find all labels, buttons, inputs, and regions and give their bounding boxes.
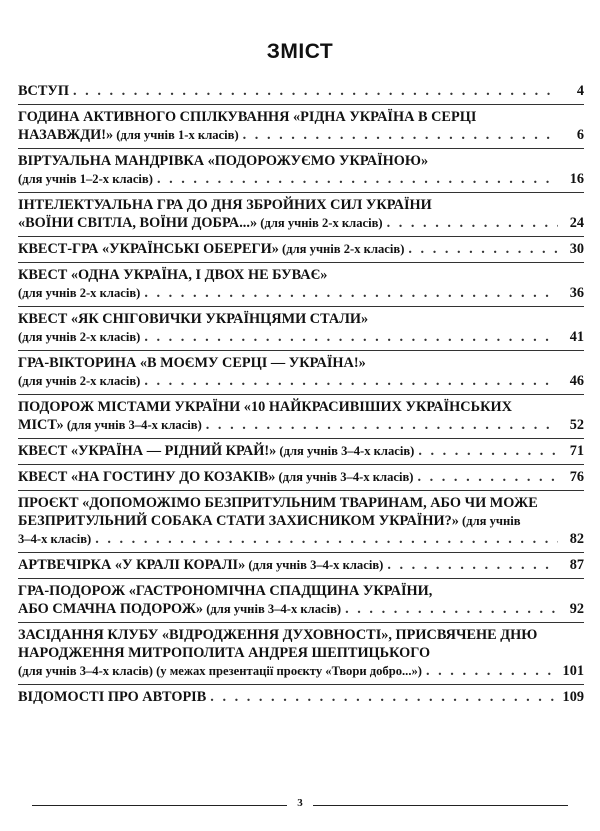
toc-entry-line — [18, 556, 584, 574]
toc-entry[interactable] — [18, 553, 584, 579]
toc-entry[interactable] — [18, 685, 584, 710]
toc-page-number: 109 — [562, 689, 584, 705]
toc-entry-heading: НАЗАВЖДИ!» — [18, 127, 114, 143]
dot-leader — [243, 126, 558, 144]
toc-entry-title — [18, 328, 140, 346]
toc-entry-line — [18, 600, 584, 618]
toc-entry-heading: КВЕСТ «ОДНА УКРАЇНА, І ДВОХ НЕ БУВАЄ» — [18, 267, 328, 283]
dot-leader — [144, 328, 558, 346]
toc-entry-grade: (для учнів 1-х класів) — [113, 128, 239, 142]
toc-entry[interactable] — [18, 307, 584, 351]
toc-entry-line — [18, 626, 584, 644]
toc-entry[interactable] — [18, 439, 584, 465]
toc-entry-title — [18, 442, 414, 460]
table-of-contents — [18, 79, 584, 710]
toc-entry-line — [18, 328, 584, 346]
toc-entry-line — [18, 196, 584, 214]
toc-entry-title — [18, 468, 413, 486]
toc-entry-grade: (для учнів 2-х класів) — [18, 374, 141, 388]
dot-leader — [73, 82, 558, 100]
toc-entry-grade: (для учнів 2-х класів) — [18, 330, 141, 344]
toc-entry-title — [18, 662, 422, 680]
toc-entry-line — [18, 354, 584, 372]
toc-entry-title — [18, 214, 383, 232]
dot-leader — [95, 530, 558, 548]
toc-entry-heading: БЕЗПРИТУЛЬНИЙ СОБАКА СТАТИ ЗАХИСНИКОМ УКРАЇНИ?» — [18, 513, 459, 529]
toc-entry-heading: ВІДОМОСТІ ПРО АВТОРІВ — [18, 689, 207, 705]
toc-entry-heading: ВІРТУАЛЬНА МАНДРІВКА «ПОДОРОЖУЄМО УКРАЇНОЮ» — [18, 153, 429, 169]
toc-entry-grade: (для учнів 2-х класів) — [18, 286, 141, 300]
toc-entry-line — [18, 512, 584, 530]
toc-page-number: 76 — [569, 469, 584, 485]
toc-page-number: 36 — [569, 285, 584, 301]
toc-entry-line — [18, 468, 584, 486]
toc-entry-grade: (для учнів 3–4-х класів) (у межах презентації проєкту «Твори добро...») — [18, 664, 422, 678]
toc-entry-grade: 3–4-х класів) — [18, 532, 92, 546]
toc-entry-title — [18, 310, 368, 328]
toc-entry-line — [18, 398, 584, 416]
toc-entry-line — [18, 82, 584, 100]
toc-entry-title — [18, 494, 538, 512]
toc-entry-line — [18, 284, 584, 302]
toc-page-number: 24 — [569, 215, 584, 231]
toc-entry-grade: (для учнів 3–4-х класів) — [63, 418, 202, 432]
toc-entry-grade: (для учнів 1–2-х класів) — [18, 172, 153, 186]
toc-page-number: 52 — [569, 417, 584, 433]
toc-entry-line — [18, 662, 584, 680]
toc-entry-heading: ГРА-ПОДОРОЖ «ГАСТРОНОМІЧНА СПАДЩИНА УКРАЇНИ, — [18, 583, 433, 599]
toc-entry-title — [18, 240, 404, 258]
toc-entry-heading: ГОДИНА АКТИВНОГО СПІЛКУВАННЯ «РІДНА УКРАЇНА В СЕРЦІ — [18, 109, 477, 125]
toc-entry[interactable] — [18, 395, 584, 439]
toc-entry-heading: ВСТУП — [18, 83, 70, 99]
dot-leader — [206, 416, 558, 434]
toc-entry-line — [18, 214, 584, 232]
toc-entry-title — [18, 152, 428, 170]
toc-entry-line — [18, 688, 584, 706]
toc-entry-title — [18, 266, 327, 284]
toc-entry-heading: АБО СМАЧНА ПОДОРОЖ» — [18, 601, 204, 617]
toc-entry-line — [18, 240, 584, 258]
toc-entry-heading: ГРА-ВІКТОРИНА «В МОЄМУ СЕРЦІ — УКРАЇНА!» — [18, 355, 366, 371]
toc-entry-heading: МІСТ» — [18, 417, 64, 433]
toc-entry-title — [18, 170, 153, 188]
toc-page-number: 82 — [569, 531, 584, 547]
dot-leader — [210, 688, 558, 706]
toc-entry-line — [18, 530, 584, 548]
toc-entry-heading: КВЕСТ-ГРА «УКРАЇНСЬКІ ОБЕРЕГИ» — [18, 241, 279, 257]
toc-entry-title — [18, 398, 512, 416]
toc-entry-grade: (для учнів — [458, 514, 521, 528]
toc-entry-grade: (для учнів 3–4-х класів) — [276, 444, 415, 458]
dot-leader — [417, 468, 558, 486]
dot-leader — [157, 170, 558, 188]
toc-entry-heading: АРТВЕЧІРКА «У КРАЛІ КОРАЛІ» — [18, 557, 246, 573]
toc-entry-line — [18, 108, 584, 126]
dot-leader — [144, 284, 558, 302]
toc-entry-heading: ІНТЕЛЕКТУАЛЬНА ГРА ДО ДНЯ ЗБРОЙНИХ СИЛ УКРАЇНИ — [18, 197, 432, 213]
dot-leader — [387, 214, 558, 232]
toc-entry[interactable] — [18, 465, 584, 491]
toc-entry[interactable] — [18, 491, 584, 553]
toc-entry-title — [18, 644, 430, 662]
toc-entry-grade: (для учнів 3–4-х класів) — [245, 558, 384, 572]
toc-entry-line — [18, 372, 584, 390]
toc-entry-title — [18, 126, 239, 144]
toc-entry-line — [18, 442, 584, 460]
toc-entry-title — [18, 196, 432, 214]
dot-leader — [387, 556, 558, 574]
toc-entry-heading: КВЕСТ «НА ГОСТИНУ ДО КОЗАКІВ» — [18, 469, 276, 485]
toc-entry-title — [18, 556, 383, 574]
toc-entry-heading: НАРОДЖЕННЯ МИТРОПОЛИТА АНДРЕЯ ШЕПТИЦЬКОГО — [18, 645, 431, 661]
toc-entry-title — [18, 512, 521, 530]
toc-entry-line — [18, 170, 584, 188]
toc-entry[interactable] — [18, 79, 584, 105]
toc-entry-grade: (для учнів 3–4-х класів) — [203, 602, 342, 616]
dot-leader — [408, 240, 558, 258]
toc-page-number: 87 — [569, 557, 584, 573]
toc-entry[interactable] — [18, 623, 584, 685]
toc-page-number: 16 — [569, 171, 584, 187]
toc-page-number: 30 — [569, 241, 584, 257]
toc-entry-title — [18, 416, 202, 434]
toc-entry-line — [18, 126, 584, 144]
toc-entry-line — [18, 310, 584, 328]
toc-entry-title — [18, 530, 91, 548]
toc-entry-title — [18, 626, 537, 644]
toc-entry-heading: ПРОЄКТ «ДОПОМОЖІМО БЕЗПРИТУЛЬНИМ ТВАРИНАМ, АБО ЧИ МОЖЕ — [18, 495, 538, 511]
toc-page-number: 46 — [569, 373, 584, 389]
toc-entry-grade: (для учнів 2-х класів) — [257, 216, 383, 230]
toc-entry-title — [18, 82, 69, 100]
toc-page-number: 92 — [569, 601, 584, 617]
toc-entry-line — [18, 582, 584, 600]
footer-page-number: 3 — [297, 797, 303, 809]
toc-entry-line — [18, 266, 584, 284]
toc-entry-title — [18, 108, 476, 126]
toc-page-number: 6 — [576, 127, 584, 143]
toc-entry[interactable] — [18, 105, 584, 149]
toc-entry-heading: КВЕСТ «ЯК СНІГОВИЧКИ УКРАЇНЦЯМИ СТАЛИ» — [18, 311, 369, 327]
dot-leader — [418, 442, 558, 460]
toc-entry-heading: КВЕСТ «УКРАЇНА — РІДНИЙ КРАЙ!» — [18, 443, 277, 459]
toc-entry-grade: (для учнів 2-х класів) — [278, 242, 405, 256]
toc-page-number: 4 — [576, 83, 584, 99]
toc-entry-line — [18, 644, 584, 662]
toc-entry[interactable] — [18, 237, 584, 263]
page-title: ЗМІСТ — [266, 40, 334, 63]
page-footer — [0, 796, 600, 816]
toc-entry-title — [18, 284, 140, 302]
toc-entry[interactable] — [18, 149, 584, 193]
dot-leader — [144, 372, 558, 390]
toc-entry-grade: (для учнів 3–4-х класів) — [275, 470, 414, 484]
toc-entry-line — [18, 416, 584, 434]
toc-entry-title — [18, 372, 140, 390]
toc-entry[interactable] — [18, 263, 584, 307]
toc-entry[interactable] — [18, 579, 584, 623]
toc-entry-title — [18, 582, 432, 600]
toc-entry-line — [18, 152, 584, 170]
footer-rule-right — [313, 805, 568, 806]
toc-entry[interactable] — [18, 193, 584, 237]
toc-entry-heading: ПОДОРОЖ МІСТАМИ УКРАЇНИ «10 НАЙКРАСИВІШИХ УКРАЇНСЬКИХ — [18, 399, 512, 415]
toc-page-number: 101 — [562, 663, 584, 679]
toc-entry[interactable] — [18, 351, 584, 395]
dot-leader — [345, 600, 558, 618]
toc-entry-line — [18, 494, 584, 512]
toc-entry-title — [18, 600, 341, 618]
dot-leader — [426, 662, 558, 680]
toc-entry-title — [18, 688, 206, 706]
toc-page-number: 41 — [569, 329, 584, 345]
toc-entry-heading: «ВОЇНИ СВІТЛА, ВОЇНИ ДОБРА...» — [18, 215, 258, 231]
toc-entry-heading: ЗАСІДАННЯ КЛУБУ «ВІДРОДЖЕННЯ ДУХОВНОСТІ», ПРИСВЯЧЕНЕ ДНЮ — [18, 627, 538, 643]
toc-entry-title — [18, 354, 366, 372]
toc-page-number: 71 — [569, 443, 584, 459]
